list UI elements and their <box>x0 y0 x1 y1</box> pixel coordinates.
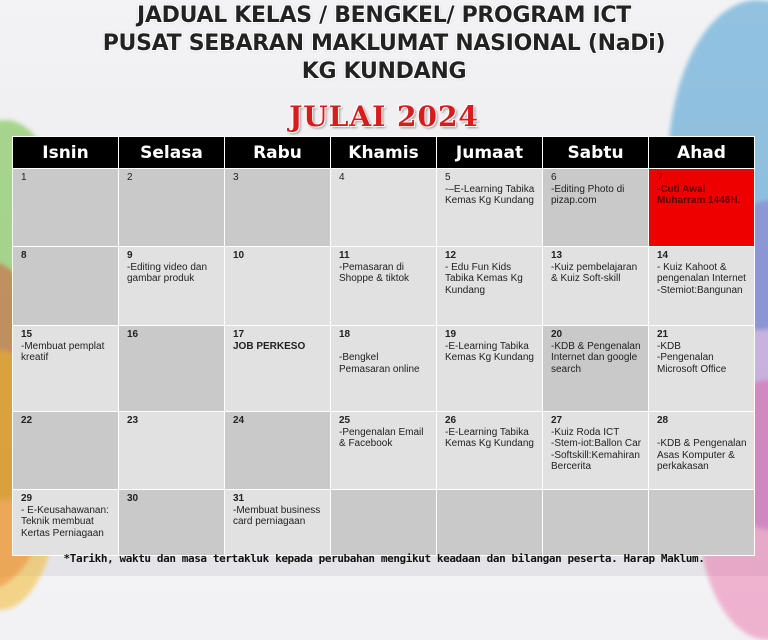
day-cell <box>543 490 649 556</box>
weekday-header: Rabu <box>225 137 331 169</box>
day-number: 9 <box>127 250 133 261</box>
title-line-1: JADUAL KELAS / BENGKEL/ PROGRAM ICT <box>137 3 631 28</box>
day-number: 4 <box>339 172 345 183</box>
day-cell <box>13 490 119 556</box>
day-cell <box>437 490 543 556</box>
day-cell <box>437 326 543 412</box>
day-activity: JOB PERKESO <box>233 340 306 352</box>
day-cell <box>331 490 437 556</box>
day-cell <box>13 247 119 326</box>
day-number: 31 <box>233 493 245 504</box>
day-activity: -Kuiz Roda ICT -Stem-iot:Ballon Car -Softskill:Kemahiran Bercerita <box>551 426 642 472</box>
day-activity: -Membuat pemplat kreatif <box>21 340 105 363</box>
day-cell <box>13 169 119 247</box>
day-cell <box>119 412 225 490</box>
day-number: 21 <box>657 329 669 340</box>
day-cell <box>119 490 225 556</box>
day-number: 18 <box>339 329 351 340</box>
day-number: 15 <box>21 329 33 340</box>
calendar-table <box>12 136 755 556</box>
holiday-cell <box>649 169 755 247</box>
day-number: 19 <box>445 329 457 340</box>
day-number: 20 <box>551 329 563 340</box>
day-activity: -Membuat business card perniagaan <box>233 504 321 527</box>
week-row <box>13 326 755 412</box>
day-activity: -E-Learning Tabika Kemas Kg Kundang <box>445 426 534 449</box>
day-activity: - E-Keusahawanan: Teknik membuat Kertas Perniagaan <box>21 504 109 539</box>
day-cell <box>437 247 543 326</box>
day-cell <box>649 247 755 326</box>
day-activity: -Bengkel Pemasaran online <box>339 352 420 375</box>
day-number: 2 <box>127 172 133 183</box>
day-cell <box>437 169 543 247</box>
day-cell <box>225 247 331 326</box>
day-cell <box>225 490 331 556</box>
day-cell <box>225 326 331 412</box>
week-row <box>13 412 755 490</box>
day-activity: -Editing video dan gambar produk <box>127 261 208 284</box>
day-cell <box>649 412 755 490</box>
day-activity: -–E-Learning Tabika Kemas Kg Kundang <box>445 183 535 206</box>
day-number: 16 <box>127 329 139 340</box>
day-number: 13 <box>551 250 563 261</box>
day-activity: -KDB & Pengenalan Internet dan google search <box>551 340 641 375</box>
day-number: 3 <box>233 172 239 183</box>
weekday-header-row <box>13 137 755 169</box>
day-activity: -Cuti Awal Muharram 1446H. <box>657 183 741 206</box>
month-title: JULAI 2024 <box>289 100 479 133</box>
day-cell <box>543 247 649 326</box>
day-number: 12 <box>445 250 457 261</box>
day-cell <box>331 247 437 326</box>
day-number: 8 <box>21 250 27 261</box>
week-row <box>13 490 755 556</box>
day-number: 26 <box>445 415 457 426</box>
day-cell <box>331 169 437 247</box>
day-number: 24 <box>233 415 245 426</box>
day-cell <box>225 169 331 247</box>
day-activity: -E-Learning Tabika Kemas Kg Kundang <box>445 340 534 363</box>
day-number: 27 <box>551 415 563 426</box>
day-number: 28 <box>657 415 669 426</box>
footer-note: *Tarikh, waktu dan masa tertakluk kepada perubahan mengikut keadaan dan bilangan peserta. Harap Maklum. <box>63 552 705 565</box>
title-block <box>0 2 768 86</box>
weekday-header: Jumaat <box>437 137 543 169</box>
day-number: 17 <box>233 329 245 340</box>
day-cell <box>119 247 225 326</box>
day-cell <box>649 326 755 412</box>
day-activity: - Edu Fun Kids Tabika Kemas Kg Kundang <box>445 261 523 296</box>
day-number: 22 <box>21 415 33 426</box>
day-cell <box>543 412 649 490</box>
day-number: 7 <box>657 172 663 183</box>
day-cell <box>649 490 755 556</box>
day-cell <box>331 326 437 412</box>
day-number: 25 <box>339 415 351 426</box>
day-cell <box>119 326 225 412</box>
day-cell <box>119 169 225 247</box>
day-number: 5 <box>445 172 451 183</box>
weekday-header: Ahad <box>649 137 755 169</box>
title-line-2: PUSAT SEBARAN MAKLUMAT NASIONAL (NaDi) <box>102 31 666 56</box>
day-activity: -Kuiz pembelajaran & Kuiz Soft-skill <box>551 261 638 284</box>
day-activity: -Pemasaran di Shoppe & tiktok <box>339 261 410 284</box>
day-activity: - Kuiz Kahoot & pengenalan Internet -Stemiot:Bangunan <box>657 261 746 296</box>
weekday-header: Sabtu <box>543 137 649 169</box>
day-cell <box>437 412 543 490</box>
day-number: 29 <box>21 493 33 504</box>
day-number: 23 <box>127 415 139 426</box>
day-number: 10 <box>233 250 245 261</box>
day-cell <box>225 412 331 490</box>
day-cell <box>13 326 119 412</box>
weekday-header: Selasa <box>119 137 225 169</box>
day-activity: -Pengenalan Email & Facebook <box>339 426 424 449</box>
day-cell <box>543 326 649 412</box>
day-number: 14 <box>657 250 669 261</box>
week-row <box>13 247 755 326</box>
day-cell <box>13 412 119 490</box>
weekday-header: Khamis <box>331 137 437 169</box>
day-cell <box>331 412 437 490</box>
day-activity: -KDB -Pengenalan Microsoft Office <box>657 340 727 375</box>
day-number: 6 <box>551 172 557 183</box>
day-number: 30 <box>127 493 139 504</box>
day-activity: -KDB & Pengenalan Asas Komputer & perkakasan <box>657 438 747 472</box>
day-number: 1 <box>21 172 27 183</box>
title-line-3: KG KUNDANG <box>301 59 467 84</box>
day-cell <box>543 169 649 247</box>
weekday-header: Isnin <box>13 137 119 169</box>
day-number: 11 <box>339 250 350 261</box>
day-activity: -Editing Photo di pizap.com <box>551 183 625 206</box>
week-row <box>13 169 755 247</box>
